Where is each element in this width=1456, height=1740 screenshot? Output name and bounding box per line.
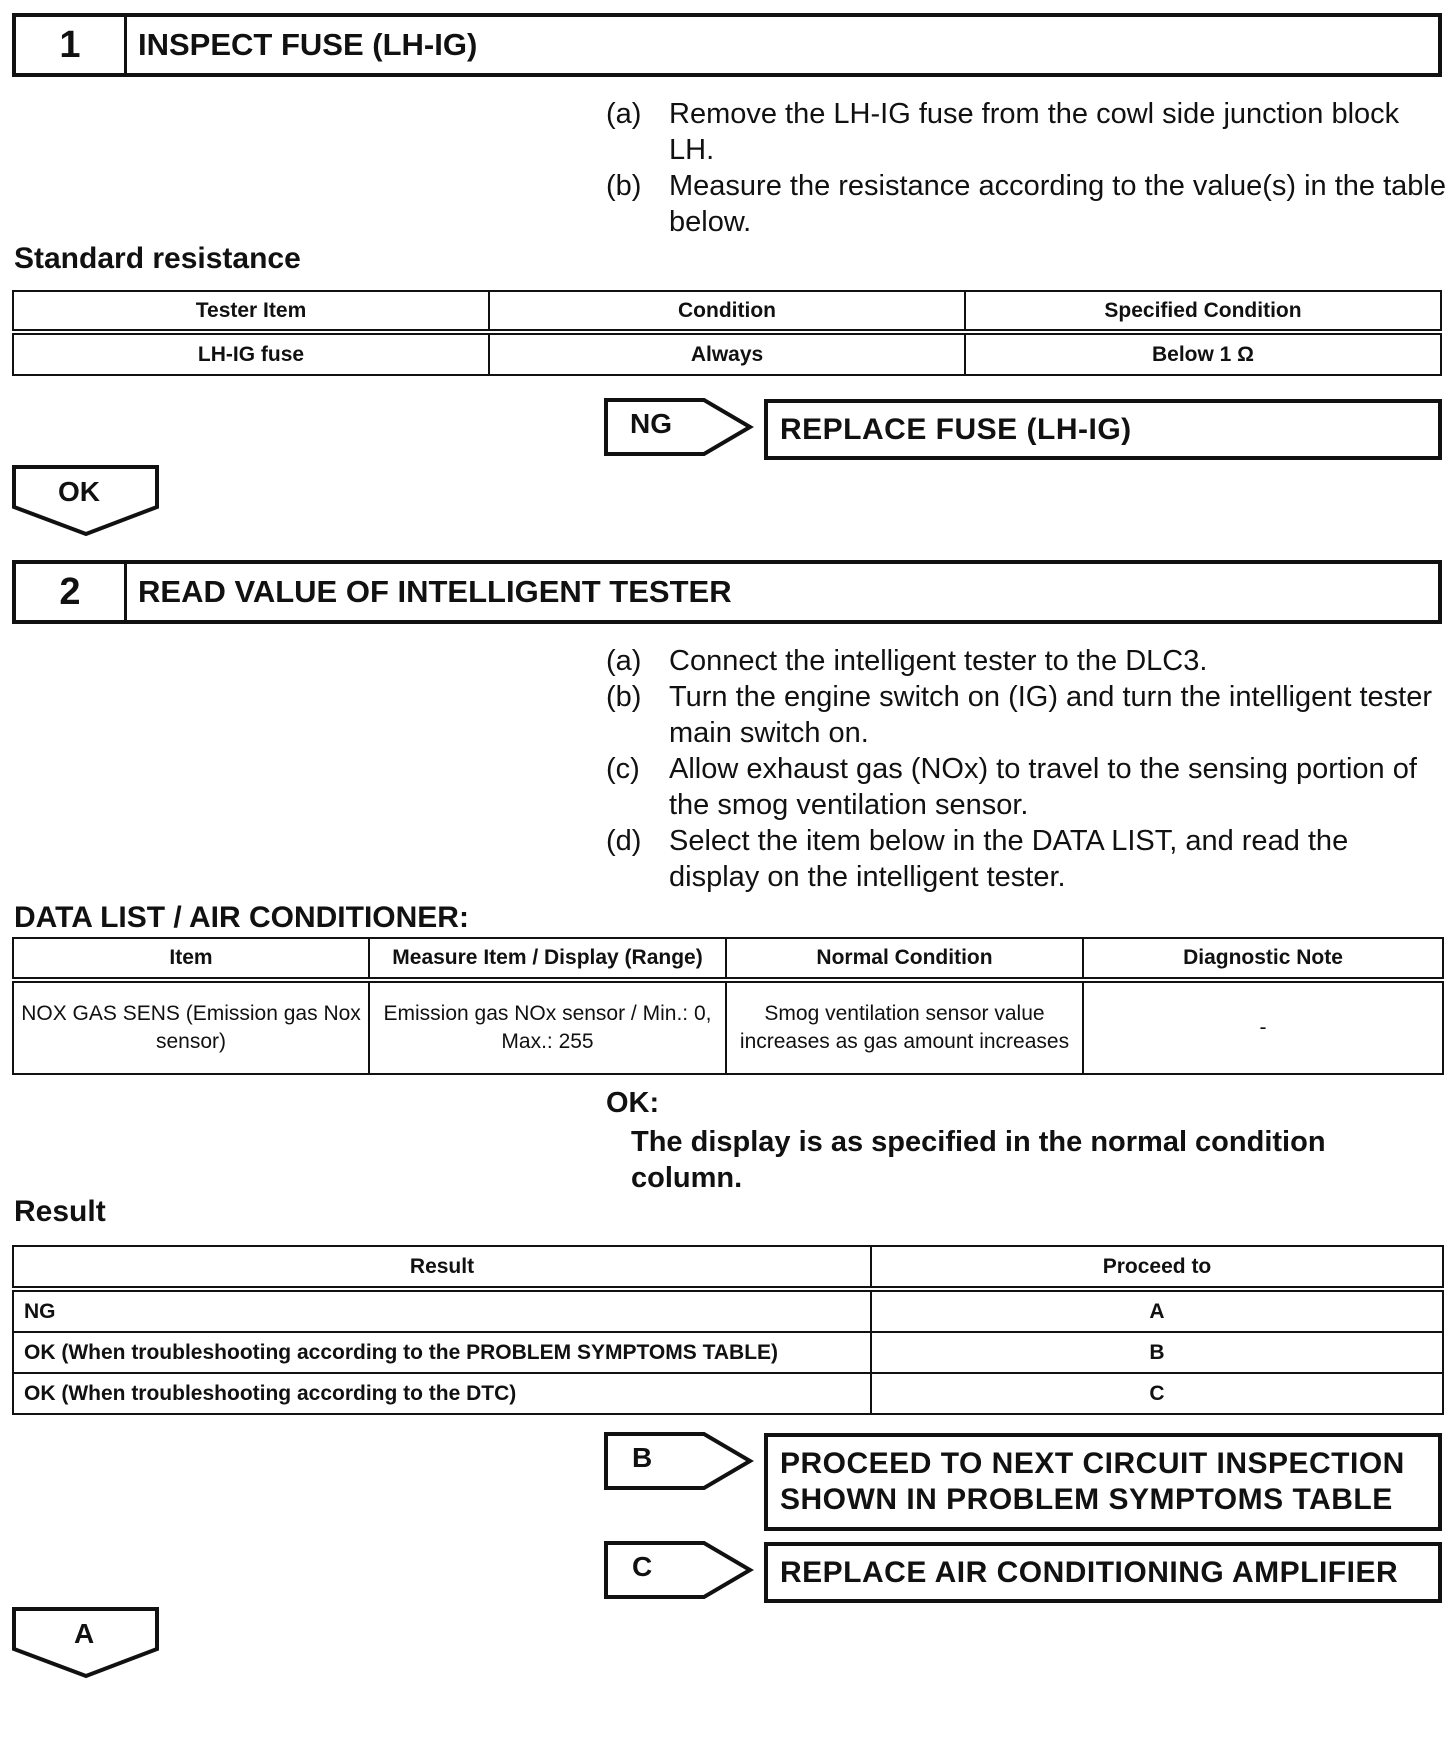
a-label: A [74,1618,95,1649]
step-2-instructions [606,643,1446,895]
instruction-text: Turn the engine switch on (IG) and turn the intelligent tester main switch on. [669,681,1433,749]
standard-resistance-table [12,290,1442,376]
column-header: Item [13,938,369,980]
table-cell: Below 1 Ω [965,332,1441,375]
table-cell: OK (When troubleshooting according to the DTC) [13,1373,871,1414]
step-1-instructions [606,96,1446,240]
column-header: Diagnostic Note [1083,938,1443,980]
step-title: INSPECT FUSE (LH-IG) [138,27,478,62]
table-cell: Always [489,332,965,375]
step-1-header [12,13,1442,77]
result-heading: Result [14,1195,106,1228]
ok-label: OK [58,476,100,507]
table-cell: Smog ventilation sensor value increases as gas amount increases [726,980,1083,1074]
table-cell: C [871,1373,1443,1414]
data-list-table [12,937,1444,1075]
instruction-item [606,168,1446,240]
column-header: Tester Item [13,291,489,332]
instruction-text: Remove the LH-IG fuse from the cowl side junction block LH. [669,98,1400,166]
c-label: C [632,1551,653,1582]
column-header: Condition [489,291,965,332]
step-2-header [12,560,1442,624]
ng-arrow-icon [604,398,754,456]
table-row [13,1289,1443,1332]
table-cell: - [1083,980,1443,1074]
table-cell: A [871,1289,1443,1332]
column-header: Proceed to [871,1246,1443,1289]
c-action-text: REPLACE AIR CONDITIONING AMPLIFIER [780,1555,1399,1589]
table-cell: OK (When troubleshooting according to the PROBLEM SYMPTOMS TABLE) [13,1332,871,1373]
instruction-text: Measure the resistance according to the value(s) in the table below. [669,170,1446,238]
column-header: Measure Item / Display (Range) [369,938,726,980]
table-cell: NOX GAS SENS (Emission gas Nox sensor) [13,980,369,1074]
instruction-text: Select the item below in the DATA LIST, and read the display on the intelligent tester. [669,825,1349,893]
table-row [13,1332,1443,1373]
ok-condition-text: The display is as specified in the normal condition column. [631,1126,1326,1194]
b-action-text: PROCEED TO NEXT CIRCUIT INSPECTION SHOWN IN PROBLEM SYMPTOMS TABLE [780,1447,1405,1516]
c-action-box [764,1542,1442,1603]
table-cell: Emission gas NOx sensor / Min.: 0, Max.: 255 [369,980,726,1074]
ok-heading: OK: [606,1087,660,1119]
instruction-letter: (a) [606,98,642,130]
table-row [13,980,1443,1074]
table-header-row [13,291,1441,332]
table-header-row [13,938,1443,980]
step-number: 1 [16,17,127,73]
instruction-letter: (b) [606,681,642,713]
result-table [12,1245,1444,1415]
table-row [13,1373,1443,1414]
ng-action-text: REPLACE FUSE (LH-IG) [780,412,1132,446]
column-header: Normal Condition [726,938,1083,980]
table-cell: NG [13,1289,871,1332]
instruction-text: Connect the intelligent tester to the DLC3. [669,645,1208,677]
column-header: Result [13,1246,871,1289]
instruction-item [606,823,1446,895]
table-cell: LH-IG fuse [13,332,489,375]
instruction-item [606,679,1446,751]
column-header: Specified Condition [965,291,1441,332]
instruction-item [606,643,1446,679]
instruction-letter: (a) [606,645,642,677]
table-header-row [13,1246,1443,1289]
ng-label: NG [630,408,672,439]
step-number: 2 [16,564,127,620]
b-arrow-icon [604,1432,754,1490]
instruction-letter: (b) [606,170,642,202]
instruction-text: Allow exhaust gas (NOx) to travel to the sensing portion of the smog ventilation sensor. [669,753,1417,821]
instruction-item [606,751,1446,823]
ng-action-box [764,399,1442,460]
b-action-box [764,1433,1442,1531]
instruction-letter: (c) [606,753,640,785]
instruction-item [606,96,1446,168]
b-label: B [632,1442,653,1473]
standard-resistance-heading: Standard resistance [14,242,301,275]
data-list-heading: DATA LIST / AIR CONDITIONER: [14,901,469,934]
table-row [13,332,1441,375]
instruction-letter: (d) [606,825,642,857]
c-arrow-icon [604,1541,754,1599]
table-cell: B [871,1332,1443,1373]
step-title: READ VALUE OF INTELLIGENT TESTER [138,574,732,609]
